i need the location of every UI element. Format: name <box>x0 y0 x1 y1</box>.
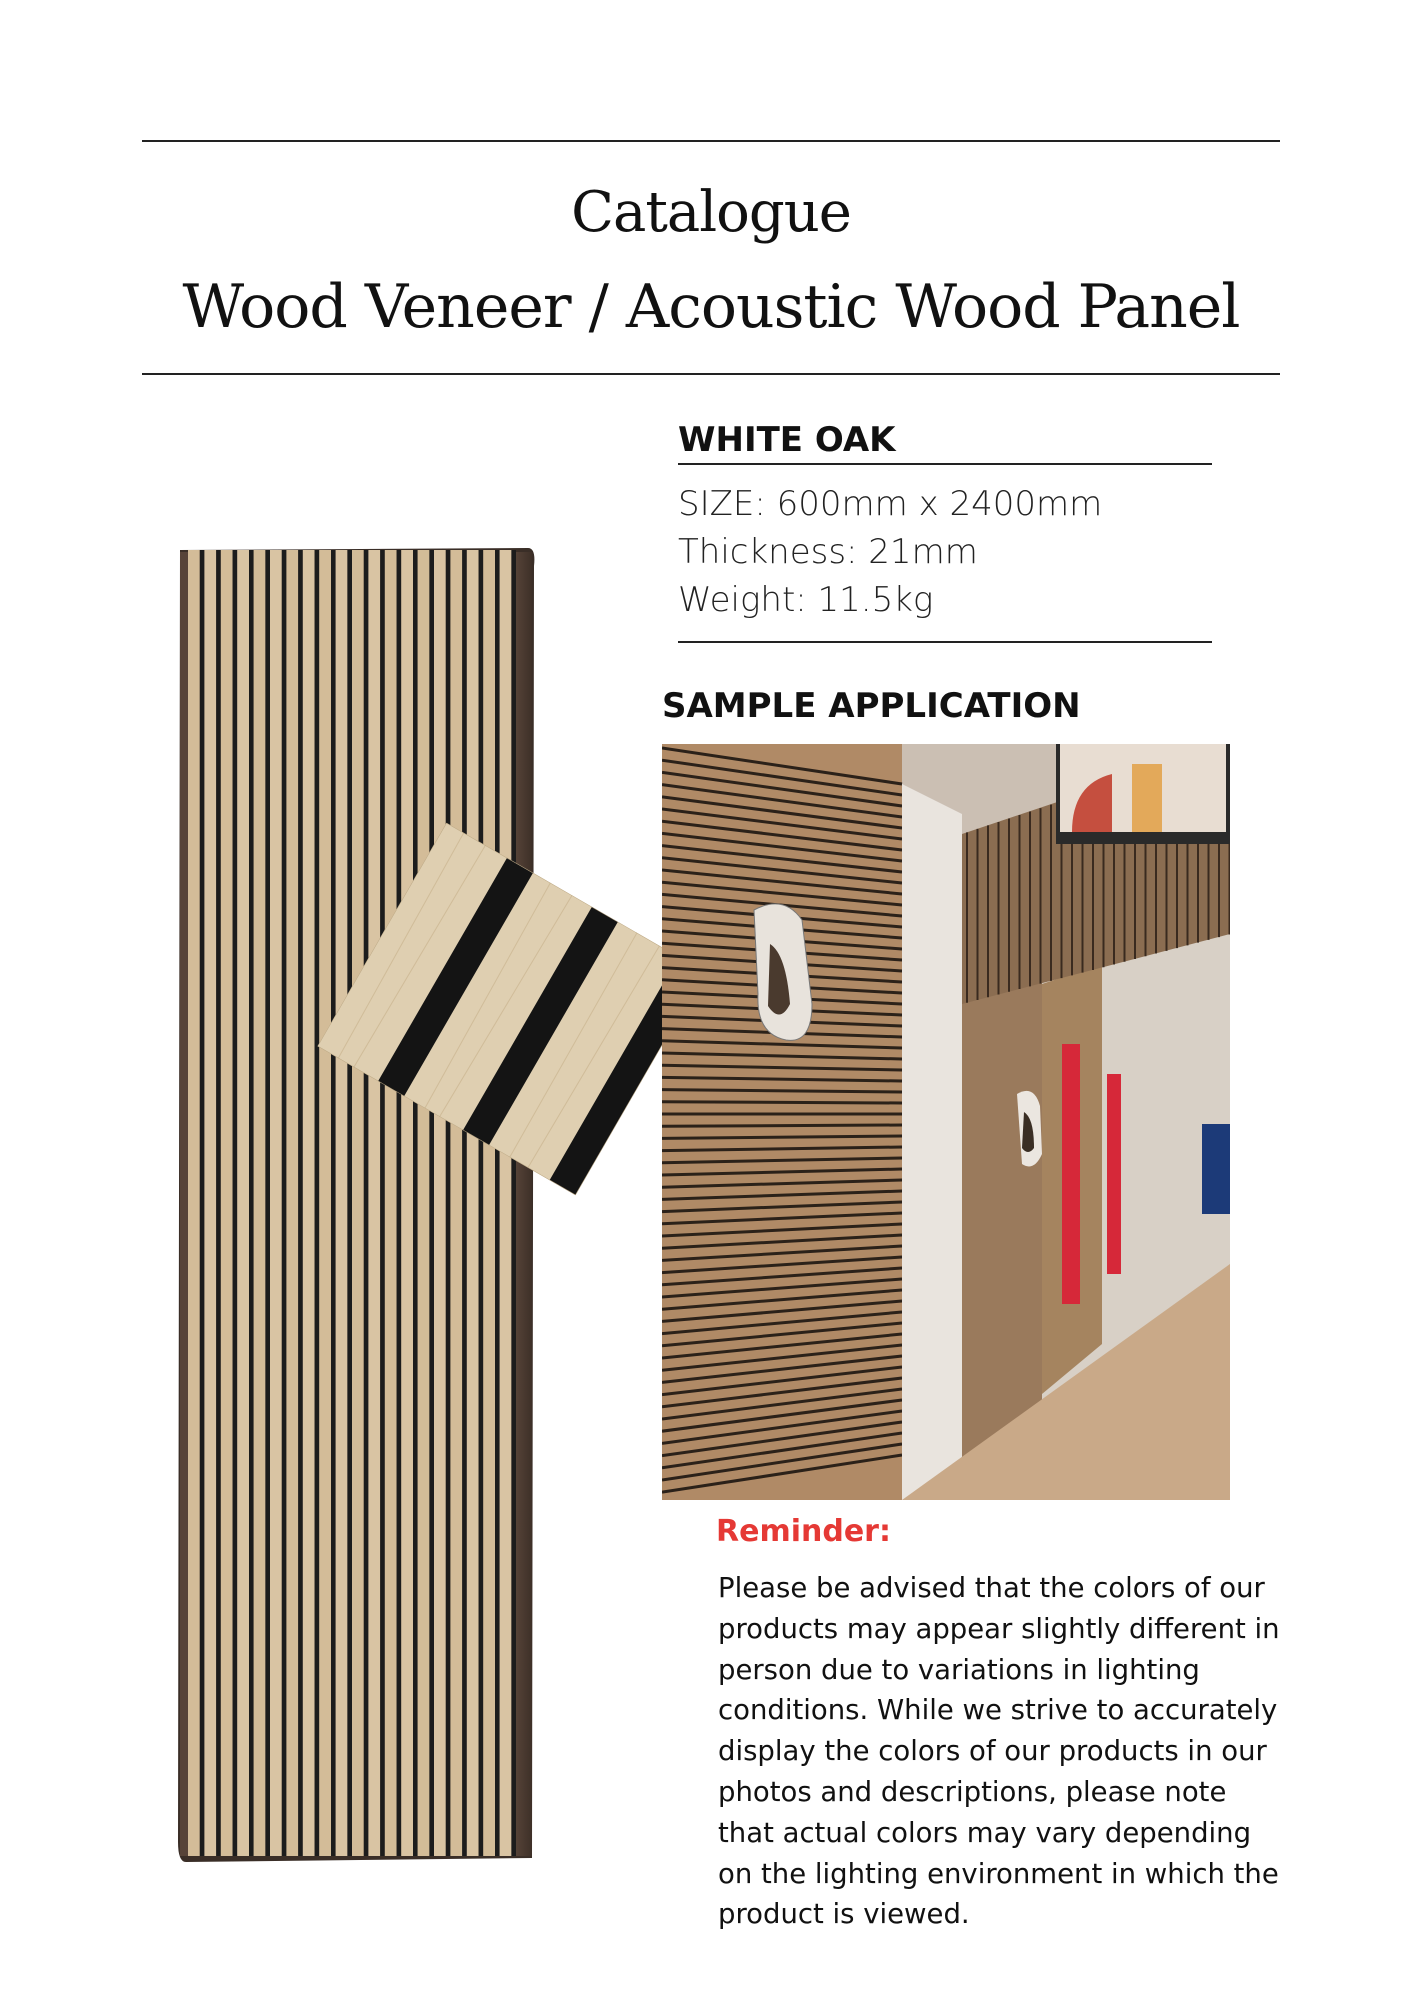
panel-slat-gap <box>298 550 303 1856</box>
product-size: SIZE: 600mm x 2400mm <box>678 484 1103 524</box>
panel-slat <box>188 550 200 1856</box>
panel-slat <box>385 550 397 1856</box>
panel-slat-gap <box>380 550 385 1856</box>
panel-slat-gap <box>282 550 287 1856</box>
sample-application-photo <box>662 744 1230 1500</box>
sample-application-title: SAMPLE APPLICATION <box>662 686 1081 726</box>
panel-slat-gap <box>233 550 238 1856</box>
reminder-body: Please be advised that the colors of our products may appear slightly different in person due to variations in lighting conditions. While we strive to accurately display the colors of our products in our photos and descriptions, please note that actual colors may vary depending on the lighting environment in which the product is viewed. <box>718 1572 1280 1931</box>
panel-slat <box>368 550 380 1856</box>
panel-slat-gap <box>347 550 352 1856</box>
panel-slat-gap <box>511 550 516 1856</box>
panel-slat <box>303 550 315 1856</box>
panel-slat <box>221 550 233 1856</box>
panel-slat-gap <box>265 550 270 1856</box>
panel-slat <box>401 550 413 1856</box>
panel-slat <box>418 550 430 1856</box>
catalogue-title: Catalogue <box>571 180 851 245</box>
panel-slat-gap <box>429 550 434 1856</box>
spec-bottom-rule <box>678 641 1212 643</box>
product-thickness: Thickness: 21mm <box>678 532 978 572</box>
panel-slat <box>319 550 331 1856</box>
panel-slat <box>270 550 282 1856</box>
catalogue-subtitle: Wood Veneer / Acoustic Wood Panel <box>182 272 1240 342</box>
acoustic-panel-image <box>176 542 536 1862</box>
panel-slat-gap <box>462 550 467 1856</box>
wall-slat-line <box>662 1102 902 1103</box>
panel-slat <box>254 550 266 1856</box>
panel-slats <box>188 550 516 1856</box>
panel-slat <box>352 550 364 1856</box>
panel-slat-gap <box>216 550 221 1856</box>
panel-slat-gap <box>315 550 320 1856</box>
panel-slat-gap <box>364 550 369 1856</box>
product-name-rule <box>678 463 1212 465</box>
reminder-title: Reminder: <box>716 1514 891 1549</box>
product-name: WHITE OAK <box>678 420 896 460</box>
panel-slat <box>500 550 512 1856</box>
wall-slat-line <box>662 1125 902 1126</box>
panel-slat-gap <box>495 550 500 1856</box>
panel-slat-gap <box>446 550 451 1856</box>
panel-slat <box>286 550 298 1856</box>
panel-slat-gap <box>479 550 484 1856</box>
panel-slat-gap <box>249 550 254 1856</box>
panel-slat-gap <box>397 550 402 1856</box>
panel-slat <box>434 550 446 1856</box>
panel-slat-gap <box>413 550 418 1856</box>
panel-slat-gap <box>200 550 205 1856</box>
panel-slat <box>483 550 495 1856</box>
panel-slat <box>204 550 216 1856</box>
panel-slat-gap <box>331 550 336 1856</box>
product-weight: Weight: 11.5kg <box>678 580 934 620</box>
panel-slat <box>467 550 479 1856</box>
panel-slat <box>450 550 462 1856</box>
top-rule <box>142 140 1280 142</box>
panel-slat <box>237 550 249 1856</box>
header-bottom-rule <box>142 373 1280 375</box>
panel-slat <box>336 550 348 1856</box>
